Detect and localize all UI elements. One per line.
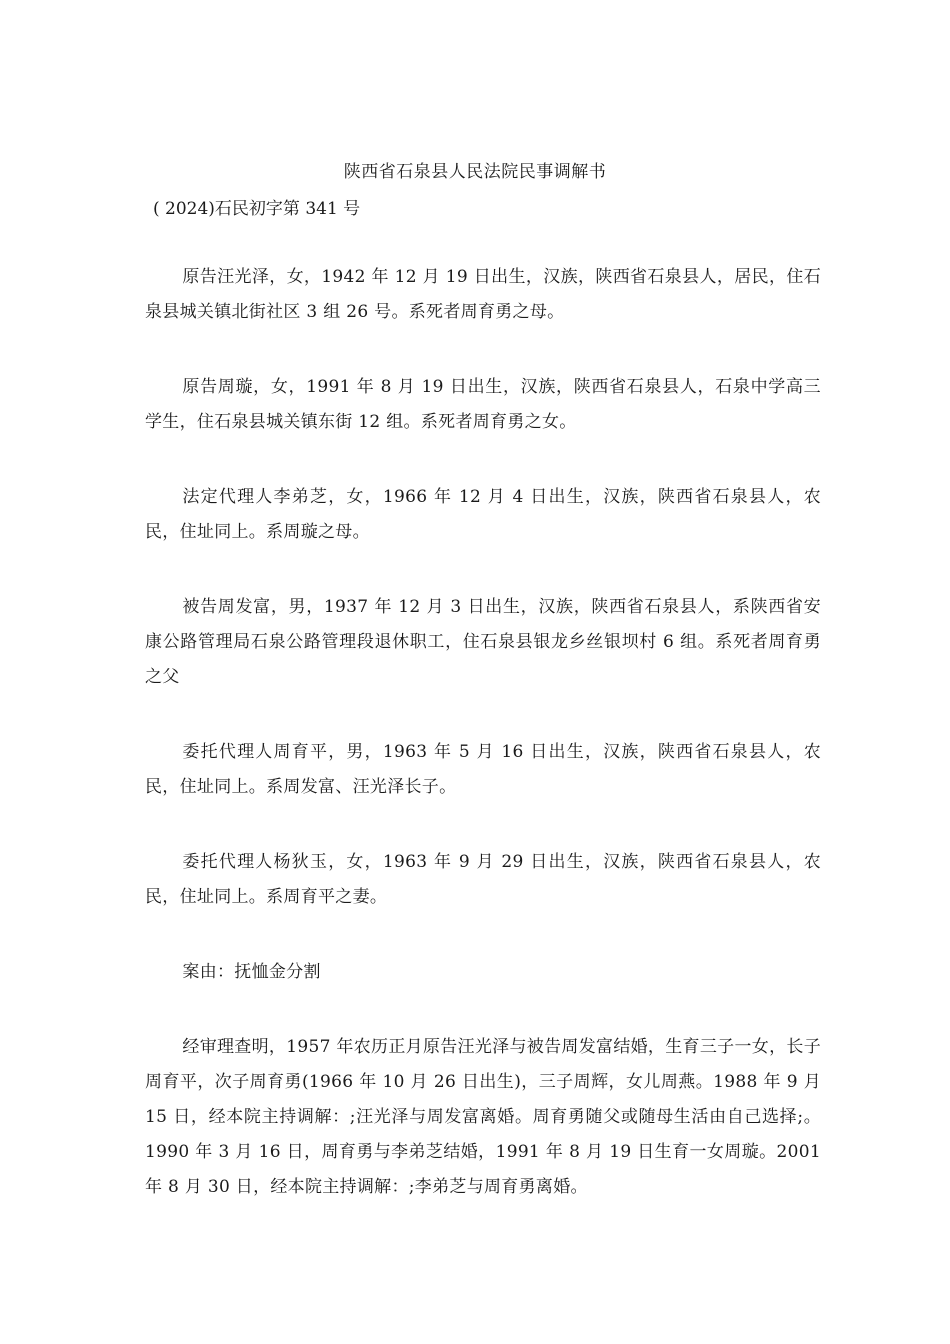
paragraph-findings: 经审理查明，1957 年农历正月原告汪光泽与被告周发富结婚，生育三子一女，长子周育平，次子周育勇(1966 年 10 月 26 日出生)，三子周辉，女儿周燕。1988 年 9 月 15 日，经本院主持调解：;汪光泽与周发富离婚。周育勇随父或随母生活由自己选择;。1990 年 3 月 16 日，周育勇与李弟芝结婚，1991 年 8 月 19 日生育一女周璇。2001 年 8 月 30 日，经本院主持调解：;李弟芝与周育勇离婚。 — [145, 1037, 821, 1197]
paragraph-agent-yang: 委托代理人杨狄玉，女，1963 年 9 月 29 日出生，汉族，陕西省石泉县人，农民，住址同上。系周育平之妻。 — [145, 852, 821, 907]
paragraph-cause: 案由：抚恤金分割 — [182, 962, 321, 982]
paragraph-plaintiff-wang: 原告汪光泽，女，1942 年 12 月 19 日出生，汉族，陕西省石泉县人，居民，住石泉县城关镇北街社区 3 组 26 号。系死者周育勇之母。 — [145, 267, 821, 322]
paragraph-plaintiff-zhou: 原告周璇，女，1991 年 8 月 19 日出生，汉族，陕西省石泉县人，石泉中学高三学生，住石泉县城关镇东街 12 组。系死者周育勇之女。 — [145, 377, 821, 432]
document-title: 陕西省石泉县人民法院民事调解书 — [343, 162, 607, 182]
case-number: ( 2024)石民初字第 341 号 — [153, 199, 361, 219]
document-body — [145, 260, 821, 1245]
paragraph-agent-zhou: 委托代理人周育平，男，1963 年 5 月 16 日出生，汉族，陕西省石泉县人，农民，住址同上。系周发富、汪光泽长子。 — [145, 742, 821, 797]
paragraph-legal-agent: 法定代理人李弟芝，女，1966 年 12 月 4 日出生，汉族，陕西省石泉县人，农民，住址同上。系周璇之母。 — [145, 487, 821, 542]
paragraph-defendant: 被告周发富，男，1937 年 12 月 3 日出生，汉族，陕西省石泉县人，系陕西省安康公路管理局石泉公路管理段退休职工，住石泉县银龙乡丝银坝村 6 组。系死者周育勇之父 — [145, 597, 821, 687]
